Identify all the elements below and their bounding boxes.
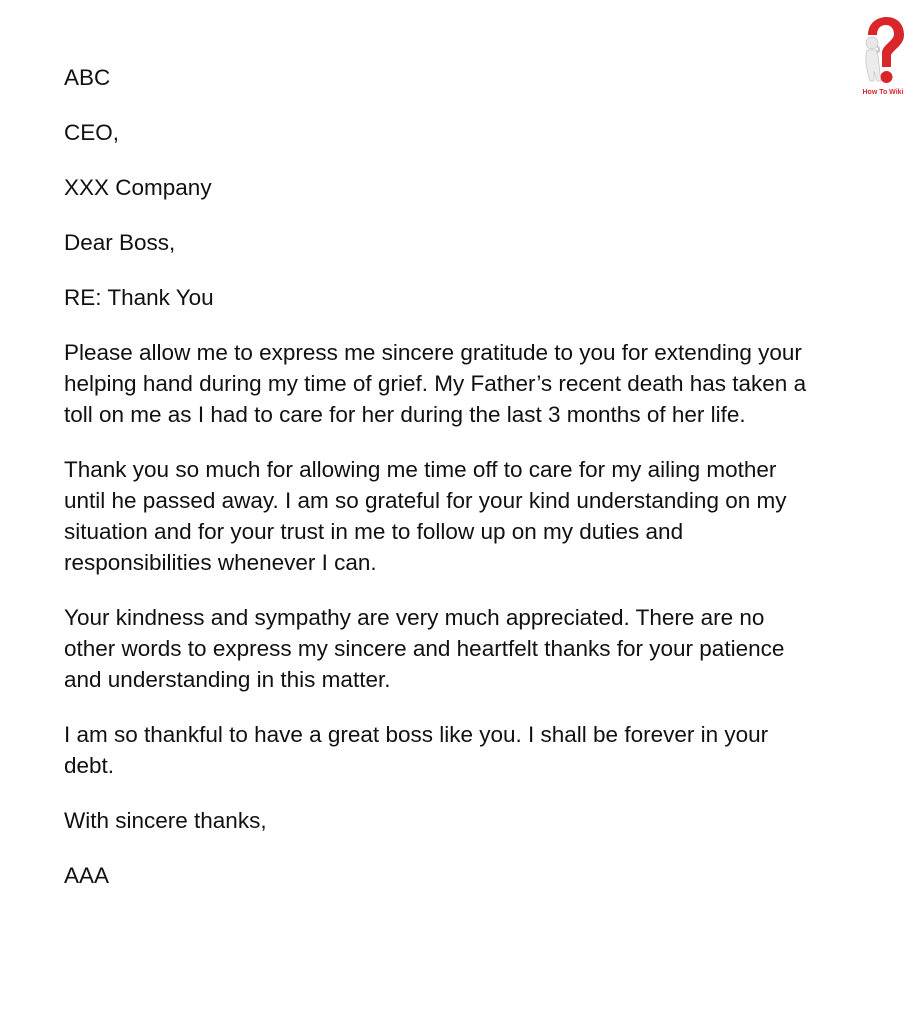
closing: With sincere thanks, [64, 808, 267, 833]
paragraph-line: I am so thankful to have a great boss like you. I shall be forever in your [64, 722, 769, 747]
recipient-name: ABC [64, 65, 111, 90]
paragraph-thankful [64, 719, 854, 781]
how-to-wiki-logo [858, 15, 908, 100]
recipient-title: CEO, [64, 120, 120, 145]
paragraph-line: other words to express my sincere and heartfelt thanks for your patience [64, 636, 785, 661]
paragraph-line: and understanding in this matter. [64, 667, 391, 692]
paragraph-line: Please allow me to express me sincere gratitude to you for extending your [64, 340, 802, 365]
paragraph-kindness [64, 602, 854, 695]
paragraph-time-off [64, 454, 854, 578]
paragraph-line: responsibilities whenever I can. [64, 550, 377, 575]
logo-text: How To Wiki [862, 89, 904, 96]
salutation: Dear Boss, [64, 230, 176, 255]
letter-body [64, 62, 854, 915]
paragraph-gratitude [64, 337, 854, 430]
recipient-company: XXX Company [64, 175, 212, 200]
signature: AAA [64, 863, 110, 888]
paragraph-line: toll on me as I had to care for her during the last 3 months of her life. [64, 402, 746, 427]
question-mark-figure-icon [858, 15, 908, 89]
paragraph-line: debt. [64, 753, 115, 778]
paragraph-line: Thank you so much for allowing me time off to care for my ailing mother [64, 457, 777, 482]
subject-line: RE: Thank You [64, 285, 214, 310]
paragraph-line: Your kindness and sympathy are very much appreciated. There are no [64, 605, 765, 630]
paragraph-line: helping hand during my time of grief. My Father’s recent death has taken a [64, 371, 807, 396]
paragraph-line: until he passed away. I am so grateful for your kind understanding on my [64, 488, 787, 513]
paragraph-line: situation and for your trust in me to follow up on my duties and [64, 519, 684, 544]
